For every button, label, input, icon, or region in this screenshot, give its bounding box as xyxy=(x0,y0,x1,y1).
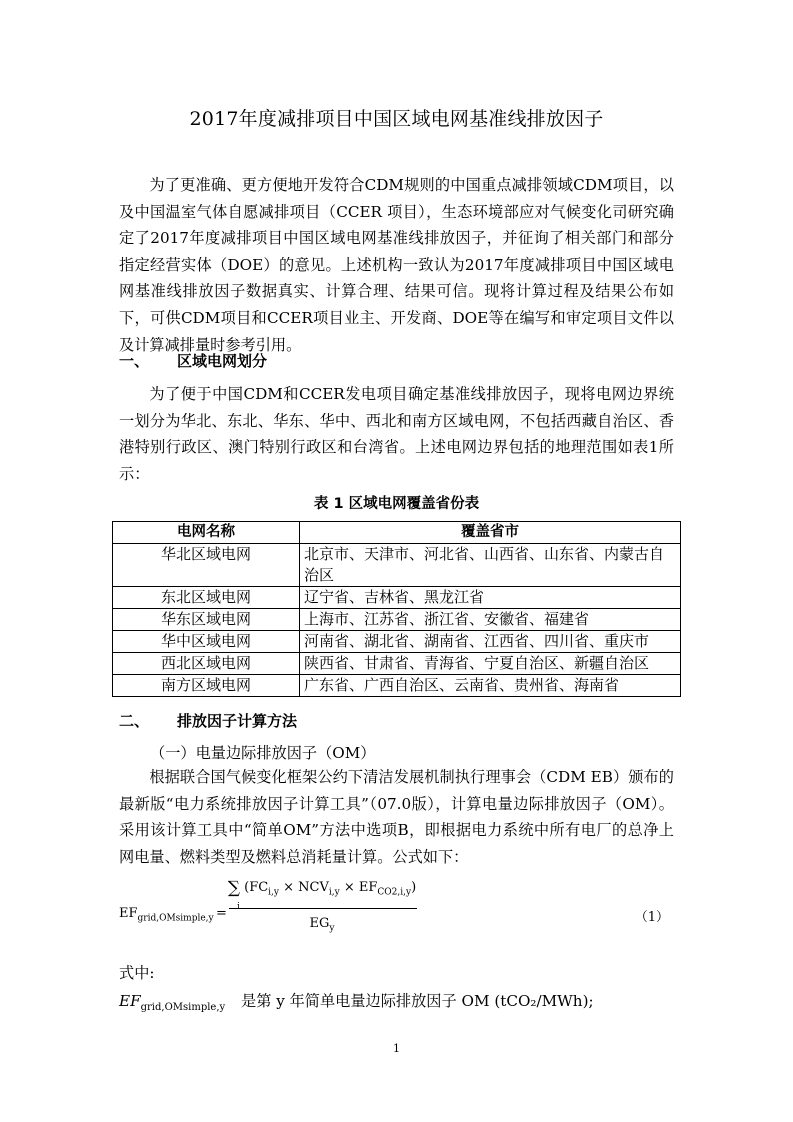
definition-symbol: $EF_{grid,OMsimple,y}$ xyxy=(119,992,226,1014)
table-row xyxy=(113,544,681,587)
table-row xyxy=(113,631,681,653)
section-1-title: 区域电网划分 xyxy=(177,352,268,370)
grid-name-cell: 东北区域电网 xyxy=(113,587,300,609)
grid-name-cell: 南方区域电网 xyxy=(113,675,300,697)
provinces-cell: 辽宁省、吉林省、黑龙江省 xyxy=(300,587,681,609)
grid-coverage-table xyxy=(112,521,681,697)
section-2-title: 排放因子计算方法 xyxy=(177,712,298,730)
section-2-number: 二、 xyxy=(119,712,150,730)
definition-row xyxy=(119,990,679,1013)
section-1-heading xyxy=(119,350,267,371)
table-header-row xyxy=(113,522,681,544)
table-row xyxy=(113,609,681,631)
formula-denominator: $EG_y$ xyxy=(309,916,335,934)
provinces-cell: 陕西省、甘肃省、青海省、宁夏自治区、新疆自治区 xyxy=(300,653,681,675)
section-1-paragraph: 为了便于中国CDM和CCER发电项目确定基准线排放因子，现将电网边界统一划分为华北、东北、华东、华中、西北和南方区域电网，不包括西藏自治区、香港特别行政区、澳门特别行政区和台湾省。上述电网边界包括的地理范围如表1所示： xyxy=(119,385,674,483)
table-row xyxy=(113,675,681,697)
sum-symbol: ∑ xyxy=(227,878,240,898)
grid-name-cell: 华中区域电网 xyxy=(113,631,300,653)
provinces-cell: 河南省、湖北省、湖南省、江西省、四川省、重庆市 xyxy=(300,631,681,653)
om-formula xyxy=(119,878,679,948)
section-1-number: 一、 xyxy=(119,352,150,370)
table-caption: 表 1 区域电网覆盖省份表 xyxy=(313,496,480,512)
sum-index: i xyxy=(237,902,240,912)
grid-name-cell: 西北区域电网 xyxy=(113,653,300,675)
intro-paragraph: 为了更准确、更方便地开发符合CDM规则的中国重点减排领域CDM项目，以及中国温室气体自愿减排项目（CCER 项目），生态环境部应对气候变化司研究确定了2017年度减排项目中国区域电网基准线排放因子，并征询了相关部门和部分指定经营实体（DOE）的意见。上述机构一致认为2017年度减排项目中国区域电网基准线排放因子数据真实、计算合理、结果可信。现将计算过程及结果公布如下，可供CDM项目和CCER项目业主、开发商、DOE等在编写和审定项目文件以及计算减排量时参考引用。 xyxy=(119,176,674,354)
section-2-heading xyxy=(119,710,297,731)
formula-lhs: $EF_{grid,OMsimple,y}$ xyxy=(119,906,214,924)
grid-name-cell: 华东区域电网 xyxy=(113,609,300,631)
fraction-bar xyxy=(229,908,417,909)
table-row xyxy=(113,587,681,609)
table-header-grid-name: 电网名称 xyxy=(113,522,300,544)
provinces-cell: 北京市、天津市、河北省、山西省、山东省、内蒙古自治区 xyxy=(300,544,681,587)
provinces-cell: 上海市、江苏省、浙江省、安徽省、福建省 xyxy=(300,609,681,631)
formula-equals: = xyxy=(216,906,227,921)
table-header-provinces: 覆盖省市 xyxy=(300,522,681,544)
grid-name-cell: 华北区域电网 xyxy=(113,544,300,587)
definition-text: 是第 y 年简单电量边际排放因子 OM (tCO₂/MWh); xyxy=(241,992,594,1010)
page-title: 2017年度减排项目中国区域电网基准线排放因子 xyxy=(189,108,604,130)
formula-numerator: ∑ $(FC_{i,y} \times NCV_{i,y} \times EF_{CO2,i,y})$ xyxy=(227,878,417,898)
provinces-cell: 广东省、广西自治区、云南省、贵州省、海南省 xyxy=(300,675,681,697)
where-label: 式中: xyxy=(119,964,155,982)
section-2-paragraph: 根据联合国气候变化框架公约下清洁发展机制执行理事会（CDM EB）颁布的最新版“电力系统排放因子计算工具”（07.0版），计算电量边际排放因子（OM）。采用该计算工具中“简单OM”方法中选项B，即根据电力系统中所有电厂的总净上网电量、燃料类型及燃料总消耗量计算。公式如下： xyxy=(119,768,674,866)
page-number: 1 xyxy=(393,1042,400,1055)
subsection-om-title: （一）电量边际排放因子（OM） xyxy=(150,744,376,762)
equation-number: （1） xyxy=(634,910,669,925)
table-row xyxy=(113,653,681,675)
